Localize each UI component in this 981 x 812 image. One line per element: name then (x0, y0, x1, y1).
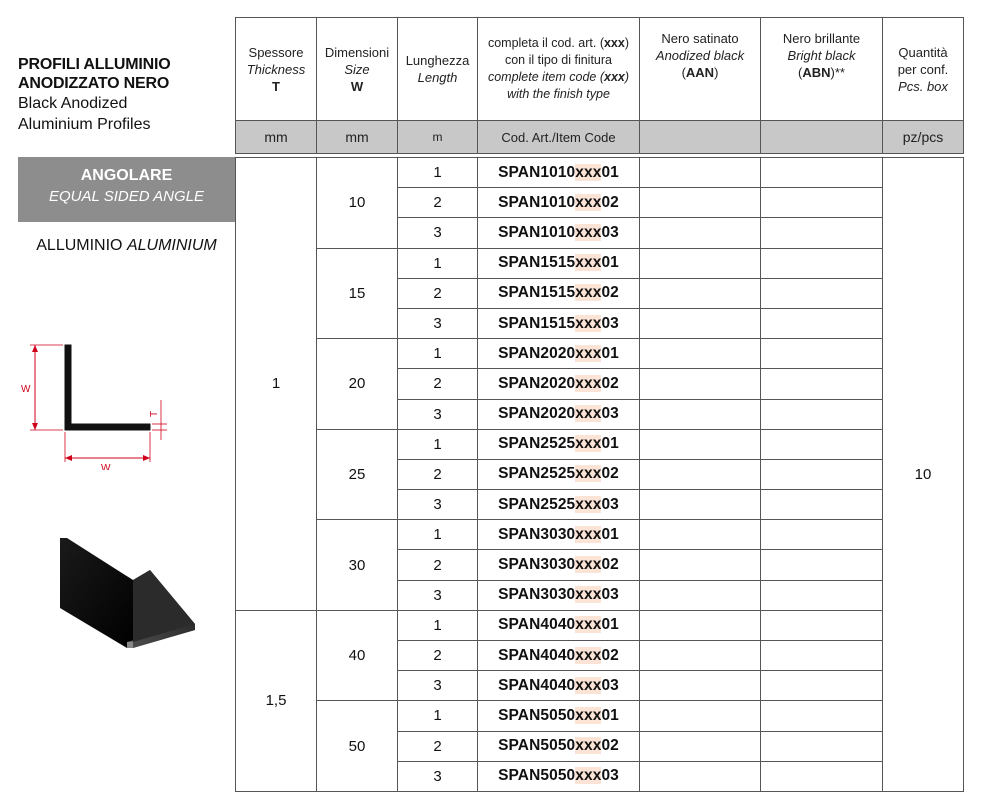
cell-size: 30 (317, 520, 398, 611)
cell-bright (761, 580, 883, 610)
item-code-xxx: xxx (575, 586, 602, 604)
profile-3d-render (55, 530, 200, 650)
cell-satin (640, 701, 761, 731)
cell-satin (640, 429, 761, 459)
title-it-line2: ANODIZZATO NERO (18, 75, 170, 92)
cell-size: 50 (317, 701, 398, 792)
item-code-xxx: xxx (575, 465, 602, 483)
item-code-xxx: xxx (575, 737, 602, 755)
item-code-xxx: xxx (575, 525, 602, 543)
cell-length: 2 (398, 278, 478, 308)
cell-satin (640, 188, 761, 218)
item-code-suffix: 02 (601, 556, 619, 574)
unit-satin (640, 121, 761, 154)
cell-length: 3 (398, 671, 478, 701)
cell-satin (640, 490, 761, 520)
diagram-w-horizontal: W (101, 463, 111, 470)
cell-item-code (478, 761, 640, 791)
cell-bright (761, 188, 883, 218)
unit-item-code: Cod. Art./Item Code (478, 121, 640, 154)
cell-bright (761, 701, 883, 731)
cell-thickness: 1,5 (236, 610, 317, 791)
item-code-prefix: SPAN2525 (498, 435, 576, 453)
cell-bright (761, 369, 883, 399)
cell-item-code (478, 490, 640, 520)
item-code-xxx: xxx (575, 646, 602, 664)
cell-satin (640, 641, 761, 671)
cell-length: 2 (398, 731, 478, 761)
item-code-xxx: xxx (575, 676, 602, 694)
cell-satin (640, 731, 761, 761)
cell-item-code (478, 459, 640, 489)
cell-bright (761, 671, 883, 701)
cell-item-code (478, 641, 640, 671)
item-code-suffix: 02 (601, 737, 619, 755)
unit-length: m (398, 121, 478, 154)
item-code-prefix: SPAN1515 (498, 254, 576, 272)
item-code-xxx: xxx (575, 556, 602, 574)
cell-item-code (478, 188, 640, 218)
cell-length: 1 (398, 248, 478, 278)
cell-length: 3 (398, 308, 478, 338)
item-code-suffix: 03 (601, 405, 619, 423)
item-code-prefix: SPAN1515 (498, 314, 576, 332)
item-code-prefix: SPAN2020 (498, 344, 576, 362)
cell-length: 3 (398, 490, 478, 520)
cell-item-code (478, 339, 640, 369)
item-code-xxx: xxx (575, 767, 602, 785)
item-code-xxx: xxx (575, 405, 602, 423)
cell-bright (761, 308, 883, 338)
cell-length: 1 (398, 339, 478, 369)
cell-satin (640, 459, 761, 489)
cell-item-code (478, 550, 640, 580)
header-satin-black: Nero satinato Anodized black (AAN) (640, 18, 761, 121)
table-row (236, 701, 964, 731)
item-code-xxx: xxx (575, 223, 602, 241)
cell-satin (640, 158, 761, 188)
profile-diagram (15, 340, 175, 470)
item-code-prefix: SPAN3030 (498, 556, 576, 574)
item-code-prefix: SPAN4040 (498, 646, 576, 664)
cell-item-code (478, 158, 640, 188)
header-table (235, 17, 964, 154)
header-quantity: Quantità per conf. Pcs. box (883, 18, 964, 121)
item-code-xxx: xxx (575, 374, 602, 392)
item-code-xxx: xxx (575, 435, 602, 453)
header-bright-black: Nero brillante Bright black (ABN)** (761, 18, 883, 121)
cell-item-code (478, 429, 640, 459)
cell-item-code (478, 610, 640, 640)
item-code-xxx: xxx (575, 193, 602, 211)
title-en-line2: Aluminium Profiles (18, 116, 151, 133)
header-size: Dimensioni Size W (317, 18, 398, 121)
cell-item-code (478, 731, 640, 761)
item-code-xxx: xxx (575, 284, 602, 302)
unit-bright (761, 121, 883, 154)
cell-size: 20 (317, 339, 398, 430)
item-code-prefix: SPAN4040 (498, 676, 576, 694)
item-code-suffix: 02 (601, 646, 619, 664)
item-code-prefix: SPAN2525 (498, 465, 576, 483)
header-item-code: completa il cod. art. (xxx) con il tipo di finitura complete item code (xxx) with the finish type (478, 18, 640, 121)
item-code-prefix: SPAN5050 (498, 767, 576, 785)
cell-bright (761, 248, 883, 278)
cell-item-code (478, 520, 640, 550)
cell-length: 1 (398, 429, 478, 459)
item-code-suffix: 01 (601, 344, 619, 362)
cell-bright (761, 641, 883, 671)
cell-quantity: 10 (883, 158, 964, 792)
cell-item-code (478, 218, 640, 248)
cell-bright (761, 278, 883, 308)
cell-bright (761, 429, 883, 459)
item-code-prefix: SPAN2020 (498, 405, 576, 423)
cell-length: 2 (398, 641, 478, 671)
table-row (236, 158, 964, 188)
cell-item-code (478, 248, 640, 278)
cell-length: 1 (398, 520, 478, 550)
unit-quantity: pz/pcs (883, 121, 964, 154)
item-code-suffix: 03 (601, 495, 619, 513)
page-title (18, 55, 228, 135)
cell-item-code (478, 278, 640, 308)
cell-satin (640, 369, 761, 399)
table-row (236, 339, 964, 369)
item-code-suffix: 03 (601, 676, 619, 694)
item-code-prefix: SPAN1010 (498, 163, 576, 181)
cell-bright (761, 731, 883, 761)
item-code-suffix: 02 (601, 465, 619, 483)
title-en-line1: Black Anodized (18, 95, 128, 112)
cell-bright (761, 761, 883, 791)
item-code-xxx: xxx (575, 495, 602, 513)
cell-satin (640, 278, 761, 308)
item-code-prefix: SPAN5050 (498, 737, 576, 755)
item-code-prefix: SPAN2525 (498, 495, 576, 513)
cell-length: 1 (398, 701, 478, 731)
cell-length: 1 (398, 158, 478, 188)
cell-length: 2 (398, 369, 478, 399)
table-row (236, 520, 964, 550)
product-name-en: EQUAL SIDED ANGLE (48, 188, 205, 205)
item-code-prefix: SPAN2020 (498, 374, 576, 392)
cell-satin (640, 218, 761, 248)
table-row (236, 429, 964, 459)
product-name-box (18, 157, 235, 222)
item-code-suffix: 03 (601, 586, 619, 604)
item-code-xxx: xxx (575, 344, 602, 362)
item-code-prefix: SPAN1010 (498, 223, 576, 241)
product-table (235, 157, 964, 792)
item-code-suffix: 03 (601, 223, 619, 241)
item-code-suffix: 01 (601, 435, 619, 453)
cell-bright (761, 339, 883, 369)
item-code-xxx: xxx (575, 706, 602, 724)
table-row (236, 610, 964, 640)
header-length: Lunghezza Length (398, 18, 478, 121)
item-code-prefix: SPAN3030 (498, 586, 576, 604)
item-code-suffix: 02 (601, 374, 619, 392)
title-it-line1: PROFILI ALLUMINIO (18, 56, 171, 73)
cell-item-code (478, 369, 640, 399)
cell-size: 40 (317, 610, 398, 701)
item-code-suffix: 01 (601, 706, 619, 724)
cell-bright (761, 610, 883, 640)
cell-item-code (478, 580, 640, 610)
cell-satin (640, 550, 761, 580)
cell-bright (761, 520, 883, 550)
diagram-t: T (149, 410, 160, 417)
cell-length: 2 (398, 550, 478, 580)
cell-satin (640, 339, 761, 369)
cell-length: 2 (398, 188, 478, 218)
cell-length: 3 (398, 399, 478, 429)
cell-bright (761, 490, 883, 520)
item-code-suffix: 01 (601, 163, 619, 181)
cell-satin (640, 308, 761, 338)
cell-thickness: 1 (236, 158, 317, 611)
cell-satin (640, 580, 761, 610)
item-code-suffix: 03 (601, 767, 619, 785)
item-code-xxx: xxx (575, 254, 602, 272)
item-code-prefix: SPAN4040 (498, 616, 576, 634)
cell-length: 3 (398, 580, 478, 610)
item-code-xxx: xxx (575, 314, 602, 332)
item-code-prefix: SPAN1515 (498, 284, 576, 302)
cell-satin (640, 248, 761, 278)
cell-satin (640, 399, 761, 429)
cell-item-code (478, 308, 640, 338)
cell-length: 1 (398, 610, 478, 640)
cell-item-code (478, 399, 640, 429)
item-code-suffix: 01 (601, 616, 619, 634)
cell-item-code (478, 701, 640, 731)
item-code-xxx: xxx (575, 163, 602, 181)
cell-satin (640, 671, 761, 701)
item-code-prefix: SPAN5050 (498, 706, 576, 724)
item-code-suffix: 01 (601, 525, 619, 543)
cell-length: 3 (398, 218, 478, 248)
cell-item-code (478, 671, 640, 701)
item-code-xxx: xxx (575, 616, 602, 634)
unit-thickness: mm (236, 121, 317, 154)
cell-bright (761, 158, 883, 188)
item-code-suffix: 02 (601, 193, 619, 211)
diagram-w-vertical: W (21, 384, 31, 395)
cell-length: 2 (398, 459, 478, 489)
unit-size: mm (317, 121, 398, 154)
product-name-it: ANGOLARE (80, 167, 173, 184)
cell-bright (761, 550, 883, 580)
cell-satin (640, 761, 761, 791)
header-thickness: Spessore Thickness T (236, 18, 317, 121)
item-code-suffix: 03 (601, 314, 619, 332)
cell-satin (640, 520, 761, 550)
item-code-prefix: SPAN1010 (498, 193, 576, 211)
item-code-prefix: SPAN3030 (498, 525, 576, 543)
material-label: ALLUMINIO ALUMINIUM (36, 237, 217, 254)
table-row (236, 248, 964, 278)
item-code-suffix: 01 (601, 254, 619, 272)
cell-size: 25 (317, 429, 398, 520)
cell-bright (761, 399, 883, 429)
cell-satin (640, 610, 761, 640)
cell-size: 15 (317, 248, 398, 339)
cell-bright (761, 459, 883, 489)
item-code-suffix: 02 (601, 284, 619, 302)
cell-bright (761, 218, 883, 248)
cell-length: 3 (398, 761, 478, 791)
cell-size: 10 (317, 158, 398, 249)
